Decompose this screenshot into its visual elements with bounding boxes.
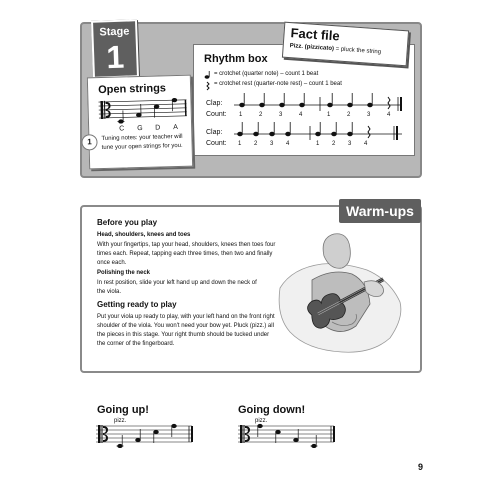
going-up-title: Going up! bbox=[97, 404, 149, 416]
before-you-play-heading: Before you play bbox=[97, 218, 158, 227]
count-1: 1 bbox=[239, 112, 243, 118]
count-5: 1 bbox=[316, 141, 320, 147]
tip-number-badge: 1 bbox=[81, 134, 97, 150]
fact-file-text bbox=[290, 43, 382, 55]
stage-badge bbox=[91, 19, 139, 79]
legend-crotchet: = crotchet (quarter note) – count 1 beat bbox=[214, 71, 319, 77]
going-down-staff bbox=[238, 422, 338, 448]
count-3: 3 bbox=[270, 141, 274, 147]
rhythm-box-title: Rhythm box bbox=[204, 53, 268, 65]
note-c: C bbox=[119, 125, 125, 133]
going-down-title: Going down! bbox=[238, 404, 306, 416]
count-8: 4 bbox=[387, 112, 391, 118]
count-2: 2 bbox=[254, 141, 258, 147]
count-6: 2 bbox=[332, 141, 336, 147]
count-8: 4 bbox=[364, 141, 368, 147]
getting-ready-text: Put your viola up ready to play, with your left hand on the front right shoulder of the viola. You won't need your bow yet. Pluck (pizz.) all the pieces in this stage. Your right thumb should be tucked under the corner of the fingerboard. bbox=[97, 314, 275, 347]
count-4: 4 bbox=[299, 112, 303, 118]
count-4: 4 bbox=[286, 141, 290, 147]
open-strings-staff bbox=[98, 96, 189, 124]
fact-file-term: Pizz. (pizzicato) bbox=[289, 43, 335, 53]
head-shoulders-text: With your fingertips, tap your head, shoulders, knees then toes four times each. Repeat, tapping each three times, then two and finally once each. bbox=[97, 242, 276, 266]
note-a: A bbox=[173, 124, 178, 132]
count-5: 1 bbox=[327, 112, 331, 118]
clap-label: Clap: bbox=[206, 100, 223, 107]
head-shoulders-subheading: Head, shoulders, knees and toes bbox=[97, 232, 191, 238]
pizz-marking: pizz. bbox=[255, 418, 268, 424]
note-g: G bbox=[137, 124, 143, 133]
getting-ready-heading: Getting ready to play bbox=[97, 300, 177, 309]
count-7: 3 bbox=[367, 112, 371, 118]
open-strings-box bbox=[87, 75, 193, 170]
fact-file-definition: = pluck the string bbox=[333, 46, 382, 56]
warmups-tab: Warm-ups bbox=[339, 199, 421, 223]
count-label: Count: bbox=[206, 140, 227, 147]
crotchet-legend-icons bbox=[204, 71, 212, 91]
stage-label: Stage bbox=[99, 25, 130, 39]
polishing-neck-subheading: Polishing the neck bbox=[97, 270, 151, 276]
fact-file-title: Fact file bbox=[290, 25, 341, 44]
pizz-marking: pizz. bbox=[114, 418, 127, 424]
polishing-neck-text: In rest position, slide your left hand up and down the neck of the viola. bbox=[97, 280, 257, 295]
page-number: 9 bbox=[418, 462, 424, 472]
stage-number: 1 bbox=[105, 38, 125, 76]
count-label: Count: bbox=[206, 111, 227, 118]
count-3: 3 bbox=[279, 112, 283, 118]
open-strings-title: Open strings bbox=[97, 82, 167, 97]
clap-label: Clap: bbox=[206, 129, 223, 136]
count-1: 1 bbox=[238, 141, 242, 147]
going-up-staff bbox=[96, 422, 196, 448]
legend-crotchet-rest: = crotchet rest (quarter-note rest) – count 1 beat bbox=[214, 81, 342, 87]
rhythm-line-2 bbox=[234, 118, 409, 140]
count-6: 2 bbox=[347, 112, 351, 118]
tip-text: Tuning notes: your teacher will tune your open strings for you. bbox=[101, 133, 183, 152]
note-d: D bbox=[155, 124, 161, 132]
viola-player-illustration bbox=[272, 228, 412, 358]
count-7: 3 bbox=[348, 141, 352, 147]
rhythm-line-1 bbox=[234, 89, 409, 111]
count-2: 2 bbox=[259, 112, 263, 118]
